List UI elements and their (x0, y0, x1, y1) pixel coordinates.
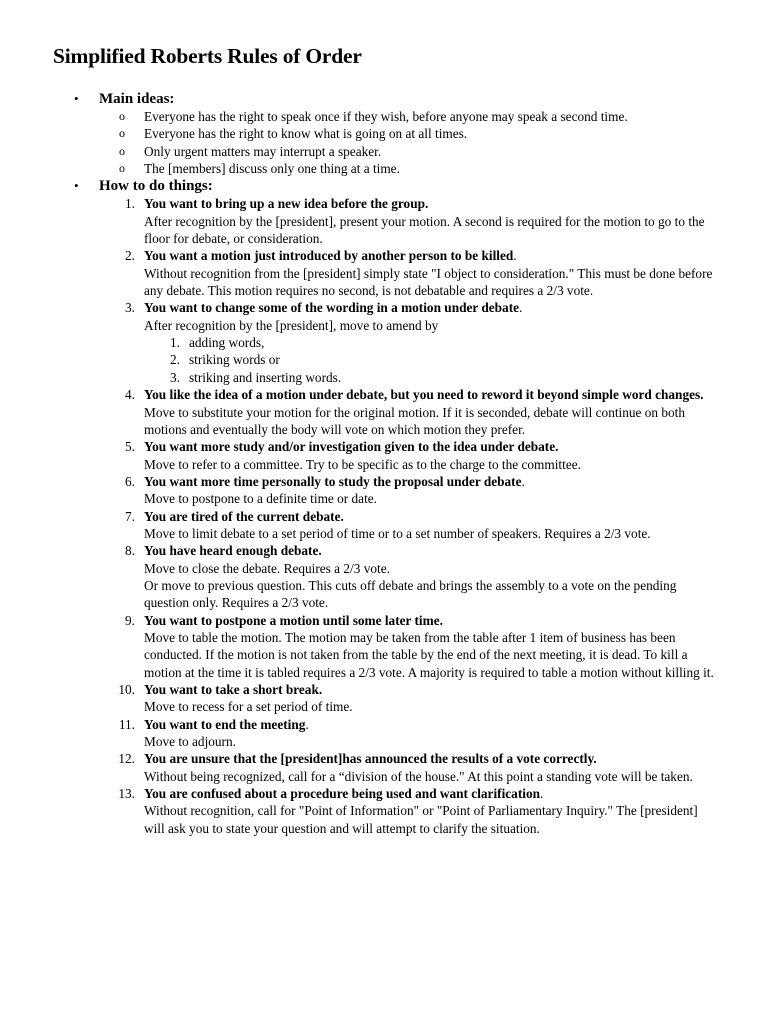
circle-bullet-icon: o (119, 126, 125, 141)
rule-item-12: 12. You are unsure that the [president]has announced the results of a vote correctly. Without being recognized, call for a “division of the house." At this point a standing vote will be taken. (118, 751, 693, 784)
rule-description: Without being recognized, call for a “division of the house." At this point a standing vote will be taken. (144, 768, 693, 784)
rule-item-10: 10. You want to take a short break. Move to recess for a set period of time. (118, 682, 353, 715)
rule-item-5: 5. You want more study and/or investigation given to the idea under debate. Move to refer to a committee. Try to be specific as to the charge to the committee. (125, 439, 581, 472)
rule-item-6: 6. You want more time personally to study the proposal under debate. Move to postpone to a definite time or date. (125, 473, 525, 507)
section-heading: How to do things: (99, 178, 213, 195)
rule-description: Move to table the motion. The motion may be taken from the table after 1 item of business has been conducted. If the motion is not taken from the table by the end of the next meeting, it is dead. To kill a motion at the time it is tabled requires a 2/3 vote. A majority is required to table a motion without killing it. (144, 629, 714, 680)
document-title: Simplified Roberts Rules of Order (53, 44, 362, 68)
rule-item-2: 2. You want a motion just introduced by another person to be killed. Without recognition from the [president] simply state "I object to consideration." This must be done before any debate. This motion requires no second, is not debatable and requires a 2/3 vote. (125, 248, 713, 299)
section-heading: Main ideas: (99, 91, 175, 107)
rule-description: After recognition by the [president], present your motion. A second is required for the motion to go to the floor for debate, or consideration. (144, 213, 705, 247)
amend-option: 2. striking words or (170, 352, 280, 368)
circle-bullet-icon: o (119, 109, 125, 123)
rule-item-8: 8. You have heard enough debate. Move to close the debate. Requires a 2/3 vote. Or move to previous question. This cuts off debate and brings the assembly to a vote on the pending question only. Requires a 2/3 vote. (125, 543, 677, 611)
rule-item-11: 11. You want to end the meeting. Move to adjourn. (118, 716, 309, 750)
list-item: o Everyone has the right to know what is going on at all times. (119, 126, 468, 142)
rule-item-4: 4. You like the idea of a motion under debate, but you need to reword it beyond simple word changes. Move to substitute your motion for the original motion. If it is seconded, debate will continue on both motions and eventually the body will vote on which motion they prefer. (125, 387, 704, 437)
rule-item-13: 13. You are confused about a procedure being used and want clarification. Without recognition, call for "Point of Information" or "Point of Parliamentary Inquiry." The [president] will ask you to state your question and will attempt to clarify the situation. (118, 786, 698, 836)
rule-item-9: 9. You want to postpone a motion until some later time. Move to table the motion. The motion may be taken from the table after 1 item of business has been conducted. If the motion is not taken from the table by the end of the next meeting, it is dead. To kill a motion at the time it is tabled requires a 2/3 vote. A majority is required to table a motion without killing it. (125, 612, 714, 680)
list-item: o Only urgent matters may interrupt a speaker. (119, 143, 382, 159)
rule-description: Move to limit debate to a set period of time or to a set number of speakers. Requires a 2/3 vote. (144, 525, 651, 541)
document-body (0, 90, 768, 837)
rule-item-3: 3. You want to change some of the wording in a motion under debate. After recognition by the [president], move to amend by (125, 300, 523, 333)
rule-description-alt: Or move to previous question. This cuts off debate and brings the assembly to a vote on the pending question only. Requires a 2/3 vote. (144, 577, 677, 611)
circle-bullet-icon: o (119, 161, 125, 176)
rule-item-1: 1. You want to bring up a new idea before the group. After recognition by the [president], present your motion. A second is required for the motion to go to the floor for debate, or consideration. (125, 196, 705, 247)
bullet-icon: • (74, 91, 79, 106)
rule-description: Move to postpone to a definite time or date. (144, 491, 378, 507)
rule-item-7: 7. You are tired of the current debate. Move to limit debate to a set period of time or to a set number of speakers. Requires a 2/3 vote. (125, 508, 651, 541)
bullet-icon: • (74, 178, 79, 194)
rule-description: Move to recess for a set period of time. (144, 699, 353, 715)
circle-bullet-icon: o (119, 143, 125, 158)
amend-option: 1. adding words, (170, 335, 265, 351)
rule-description: After recognition by the [president], move to amend by (144, 317, 439, 333)
list-item: o The [members] discuss only one thing at a time. (119, 161, 400, 177)
rule-description: Move to adjourn. (144, 734, 236, 750)
rule-description: Move to refer to a committee. Try to be specific as to the charge to the committee. (144, 456, 581, 472)
rule-description: Without recognition, call for "Point of Information" or "Point of Parliamentary Inquiry." The [president] will ask you to state your question and will attempt to clarify the situation. (144, 803, 698, 836)
rule-description: Without recognition from the [president] simply state "I object to consideration." This must be done before any debate. This motion requires no second, is not debatable and requires a 2/3 vote. (144, 265, 713, 299)
amend-option: 3. striking and inserting words. (170, 369, 342, 385)
section-how-to (0, 177, 768, 195)
rule-description: Move to close the debate. Requires a 2/3 vote. (144, 560, 390, 576)
rule-description: Move to substitute your motion for the original motion. If it is seconded, debate will continue on both motions and eventually the body will vote on which motion they prefer. (144, 404, 686, 437)
list-item: o Everyone has the right to speak once if they wish, before anyone may speak a second time. (119, 109, 628, 124)
section-main-ideas (0, 90, 768, 108)
